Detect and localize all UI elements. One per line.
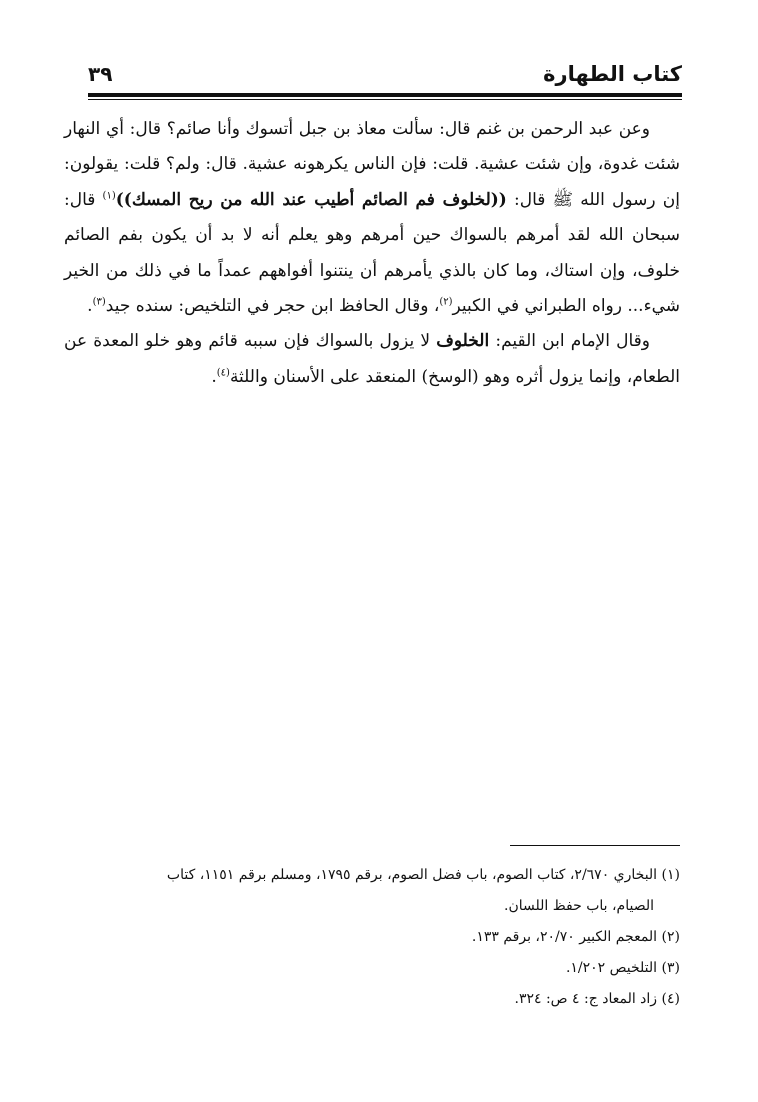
paragraph-1-part-1: وعن عبد الرحمن بن غنم قال: سألت معاذ بن جبل أتسوك وأنا صائم؟ قال: أي النهار شئت غدوة، وإن شئت عشية. قلت: فإن الناس يكرهونه عشية. قال: ولم؟ قلت: يقولون: إن رسول الله ﷺ قال: (64, 119, 680, 210)
footnote-4 (90, 984, 680, 1015)
footnote-2 (90, 922, 680, 953)
footnote-number: (٣) (661, 960, 680, 976)
paragraph-1-part-2: قال: سبحان الله لقد أمرهم بالسواك حين أمرهم وهو يعلم أنه لا بد أن يكون بفم الصائم خلوف، وإن استاك، وما كان بالذي يأمرهم أن ينتنوا أفواههم عمداً ما في ذلك من الخير شيء... رواه الطبراني في الكبير (64, 189, 680, 317)
footnote-ref-4[interactable]: (٤) (216, 367, 230, 379)
footnote-ref-3[interactable]: (٣) (92, 296, 106, 308)
hadith-quote: ((لخلوف فم الصائم أطيب عند الله من ريح المسك)) (115, 189, 507, 210)
footnote-3 (90, 953, 680, 984)
footnote-text: المعجم الكبير ٢٠/٧٠، برقم ١٣٣. (471, 929, 658, 945)
running-header (88, 60, 682, 90)
footnote-text: التلخيص ١/٢٠٢. (565, 960, 658, 976)
header-rule-thin (88, 99, 682, 100)
main-text (64, 112, 680, 395)
paragraph-2 (64, 324, 680, 395)
footnote-number: (٤) (661, 991, 680, 1007)
footnotes (90, 860, 680, 1015)
header-rule-thick (88, 93, 682, 97)
page-number: ٣٩ (88, 62, 113, 86)
footnote-number: (١) (661, 867, 680, 883)
footnote-text: زاد المعاد ج: ٤ ص: ٣٢٤. (514, 991, 658, 1007)
footnote-ref-1[interactable]: (١) (102, 190, 116, 202)
footnote-separator (510, 845, 680, 846)
footnote-ref-2[interactable]: (٢) (439, 296, 453, 308)
paragraph-2-part-3: . (211, 366, 217, 387)
footnote-text: البخاري ٢/٦٧٠، كتاب الصوم، باب فضل الصوم، برقم ١٧٩٥، ومسلم برقم ١١٥١، كتاب (166, 867, 658, 883)
bold-term: الخلوف (436, 331, 490, 352)
paragraph-1 (64, 112, 680, 324)
paragraph-2-part-2: لا يزول بالسواك فإن سببه قائم وهو خلو المعدة عن الطعام، وإنما يزول أثره وهو (الوسخ) المنعقد على الأسنان واللثة (64, 331, 680, 387)
chapter-title: كتاب الطهارة (543, 62, 682, 86)
paragraph-2-part-1: وقال الإمام ابن القيم: (489, 331, 651, 352)
footnote-number: (٢) (661, 929, 680, 945)
footnote-text-continued: الصيام، باب حفظ اللسان. (504, 898, 654, 914)
footnote-1 (90, 860, 680, 922)
paragraph-1-part-4: . (87, 296, 93, 317)
paragraph-1-part-3: ، وقال الحافظ ابن حجر في التلخيص: سنده جيد (105, 296, 440, 317)
